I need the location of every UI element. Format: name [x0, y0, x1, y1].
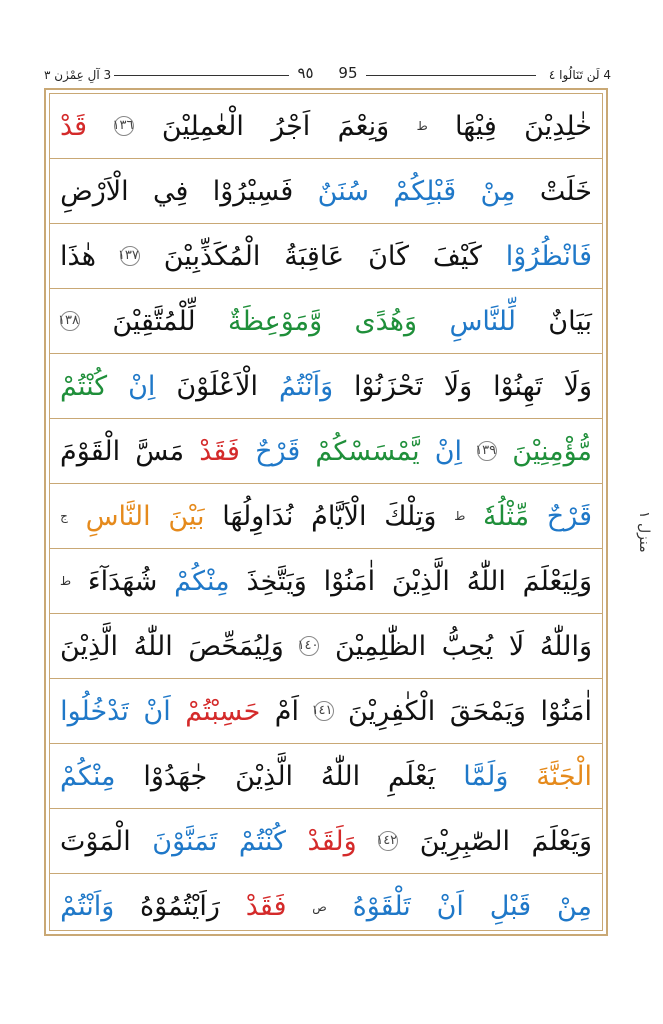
word: كَانَ — [368, 240, 409, 272]
word: بَيْنَ — [168, 500, 205, 532]
word: تَهِنُوْا — [493, 370, 543, 402]
word: تَلْقَوْهُ — [352, 891, 411, 922]
word: وَنِعْمَ — [337, 110, 390, 142]
word: وَاَنْتُمُ — [278, 370, 334, 402]
text-frame — [44, 88, 608, 936]
word: قَبْلِكُمْ — [393, 175, 457, 207]
word: الْاَعْلَوْنَ — [176, 370, 259, 402]
word: عَاقِبَةُ — [284, 240, 345, 272]
verse-line — [50, 614, 602, 679]
waqf-mark: ج — [60, 509, 68, 523]
word: اَجْرُ — [271, 110, 311, 142]
word: مِنْكُمْ — [174, 565, 230, 597]
word: وَيَمْحَقَ — [449, 695, 526, 727]
word: اللّٰهُ — [466, 565, 506, 597]
word: خَلَتْ — [539, 175, 592, 207]
word: وَلِيُمَحِّصَ — [188, 630, 284, 662]
word: الظّٰلِمِيْنَ — [335, 630, 427, 662]
word: وَاللّٰهُ — [539, 630, 592, 662]
word: تَمَنَّوْنَ — [152, 825, 218, 857]
word: نُدَاوِلُهَا — [222, 500, 294, 532]
verse-line — [50, 484, 602, 549]
waqf-mark: ص — [312, 899, 327, 914]
word: الْمَوْتَ — [60, 825, 131, 857]
word: مِنْ — [480, 175, 516, 207]
manzil-note: منزل ١ — [636, 511, 652, 553]
word: الْاَرْضِ — [60, 175, 129, 207]
word: الصّٰبِرِيْنَ — [419, 825, 510, 857]
word: لَا — [508, 630, 525, 662]
verse-line — [50, 419, 602, 484]
surah-name: 3 آلِ عِمْرٰن ٣ — [44, 68, 112, 82]
verse-line — [50, 94, 602, 159]
page-number-arabic: ٩٥ — [297, 64, 314, 82]
waqf-mark: ط — [60, 574, 72, 588]
verse-line — [50, 224, 602, 289]
word: وَيَتَّخِذَ — [246, 565, 307, 597]
word: وَلَمَّا — [463, 760, 509, 792]
verse-line — [50, 289, 602, 354]
waqf-mark: ط — [416, 119, 428, 133]
word: بَيَانٌ — [548, 305, 592, 337]
word: الْاَيَّامُ — [311, 500, 367, 532]
word: اٰمَنُوْا — [540, 695, 592, 727]
ayah-number-marker: ١٣٧ — [120, 246, 140, 266]
word: الْقَوْمَ — [60, 435, 121, 467]
word: يُحِبُّ — [441, 630, 494, 662]
verse-line — [50, 809, 602, 874]
word: اللّٰهُ — [320, 760, 361, 792]
word: الْعٰمِلِيْنَ — [161, 110, 244, 142]
word: كُنْتُمْ — [60, 370, 108, 402]
word: لِّلْمُتَّقِيْنَ — [112, 305, 196, 337]
word: قَبْلِ — [489, 891, 532, 922]
word: فَسِيْرُوْا — [212, 175, 294, 207]
word: اللّٰهُ — [133, 630, 173, 662]
word: الْجَنَّةَ — [536, 760, 592, 792]
word: مِّثْلُهٗ — [483, 500, 530, 532]
word: مُّؤْمِنِيْنَ — [512, 435, 592, 467]
word: تَحْزَنُوْا — [354, 370, 423, 402]
verse-line — [50, 549, 602, 614]
page-header — [44, 64, 611, 86]
juz-name: 4 لَن تَنَالُوا ٤ — [548, 68, 611, 82]
word: اَنْ — [436, 891, 464, 922]
word: رَاَيْتُمُوْهُ — [140, 891, 220, 922]
word: كَيْفَ — [432, 240, 482, 272]
word: وَّمَوْعِظَةٌ — [227, 305, 323, 337]
word: وَلِيَعْلَمَ — [522, 565, 592, 597]
word: مِنْ — [556, 891, 592, 922]
word: تَدْخُلُوا — [60, 695, 129, 727]
word: اَنْ — [143, 695, 171, 727]
word: حَسِبْتُمْ — [185, 695, 261, 727]
word: خٰلِدِيْنَ — [524, 110, 592, 142]
word: الَّذِيْنَ — [235, 760, 294, 792]
word: الَّذِيْنَ — [391, 565, 450, 597]
word: وَلَا — [443, 370, 473, 402]
word: وَاَنْتُمْ — [60, 891, 115, 922]
word: فِيْهَا — [455, 110, 497, 142]
word: الَّذِيْنَ — [60, 630, 118, 662]
word: هٰذَا — [60, 240, 96, 272]
word: فِي — [152, 175, 189, 207]
waqf-mark: ط — [454, 509, 466, 523]
word: وَلَا — [563, 370, 592, 402]
word: وَلَقَدْ — [307, 825, 357, 857]
word: كُنْتُمْ — [238, 825, 286, 857]
word: جٰهَدُوْا — [143, 760, 208, 792]
verse-line — [50, 874, 602, 939]
word: مِنْكُمْ — [60, 760, 116, 792]
ayah-number-marker: ١٣٨ — [60, 311, 80, 331]
word: قَرْحٌ — [255, 435, 301, 467]
word: قَدْ — [60, 110, 88, 142]
word: اٰمَنُوْا — [323, 565, 376, 597]
page-number — [44, 64, 611, 82]
word: قَرْحٌ — [546, 500, 592, 532]
verse-line — [50, 159, 602, 224]
verse-line — [50, 679, 602, 744]
word: وَتِلْكَ — [384, 500, 437, 532]
word: فَانْظُرُوْا — [505, 240, 592, 272]
word: يَعْلَمِ — [387, 760, 436, 792]
ayah-number-marker: ١٣٦ — [114, 116, 134, 136]
word: فَقَدْ — [199, 435, 240, 467]
word: اَمْ — [274, 695, 299, 727]
word: سُنَنٌ — [317, 175, 369, 207]
page-number-latin: 95 — [338, 64, 358, 82]
word: الْكٰفِرِيْنَ — [348, 695, 436, 727]
word: مَسَّ — [135, 435, 185, 467]
ayah-number-marker: ١٤٠ — [299, 636, 319, 656]
word: وَهُدًى — [354, 305, 418, 337]
word: اِنْ — [434, 435, 463, 467]
word: فَقَدْ — [245, 891, 287, 922]
word: لِّلنَّاسِ — [449, 305, 516, 337]
word: وَيَعْلَمَ — [531, 825, 592, 857]
ayah-number-marker: ١٤٢ — [378, 831, 398, 851]
ayah-number-marker: ١٤١ — [314, 701, 334, 721]
word: الْمُكَذِّبِيْنَ — [163, 240, 261, 272]
word: اِنْ — [128, 370, 156, 402]
word: يَّمْسَسْكُمْ — [315, 435, 420, 467]
verse-line — [50, 744, 602, 809]
word: النَّاسِ — [85, 500, 151, 532]
word: شُهَدَآءَ — [87, 565, 158, 597]
ayah-number-marker: ١٣٩ — [477, 441, 497, 461]
verse-line — [50, 354, 602, 419]
